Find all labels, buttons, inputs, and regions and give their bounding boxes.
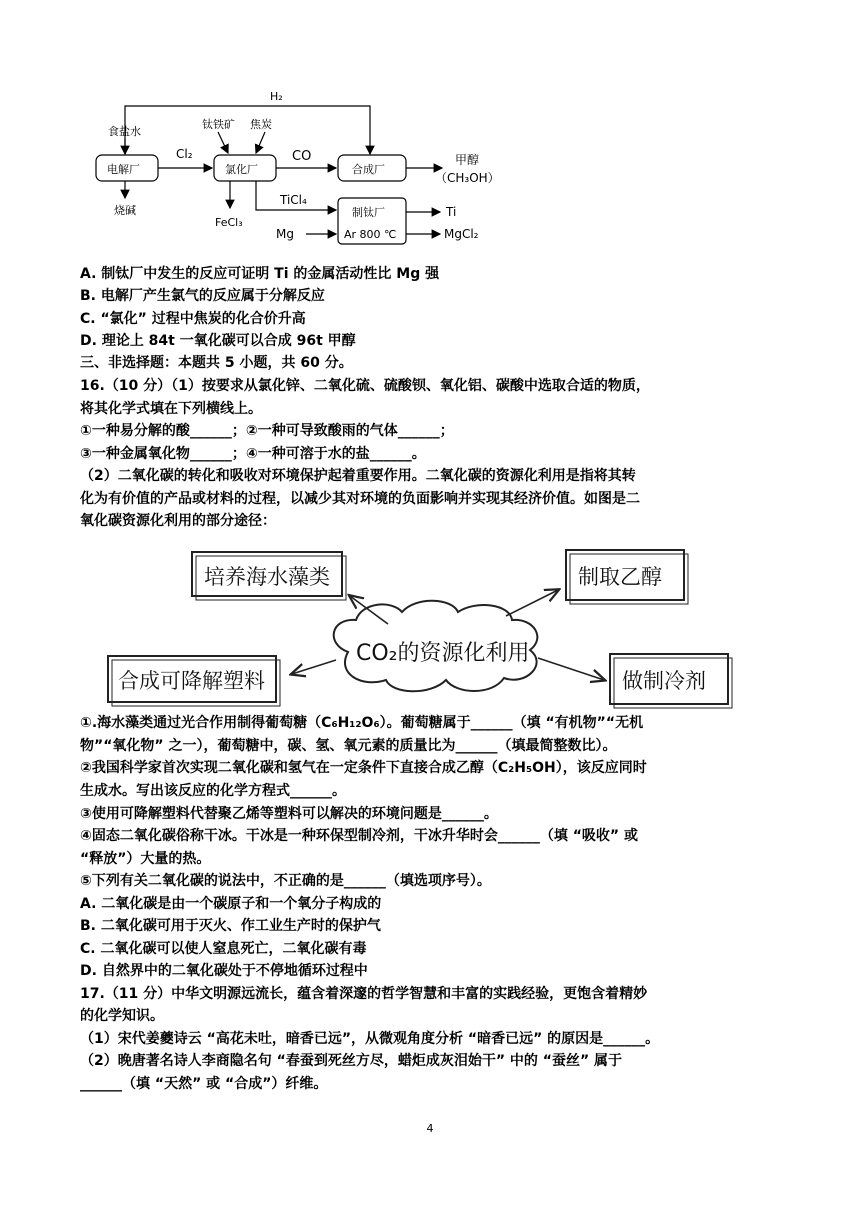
caustic-soda-label: 烧碱 [114,204,136,217]
ilmenite-label: 钛铁矿 [202,118,235,131]
q16-part2-line3: 氧化碳资源化利用的部分途径： [80,513,276,529]
co2-utilization-diagram [86,540,776,720]
q16-part2-line2: 化为有价值的产品或材料的过程，以减少其对环境的负面影响并实现其经济价值。如图是二 [80,491,640,507]
option-a: A. 制钛厂中发生的反应可证明 Ti 的金属活动性比 Mg 强 [80,266,440,282]
q17-intro: 17.（11 分）中华文明源远流长，蕴含着深邃的哲学智慧和丰富的实践经验，更饱含着精妙 [80,986,648,1002]
page-number: 4 [426,1122,434,1135]
q17-intro-cont: 的化学知识。 [80,1008,164,1024]
q16-blanks-1: ①一种易分解的酸______；②一种可导致酸雨的气体______； [80,423,454,439]
option-b: B. 电解厂产生氯气的反应属于分解反应 [80,288,325,304]
q16-sub4-line1: ④固态二氧化碳俗称干冰。干冰是一种环保型制冷剂，干冰升华时会______（填 “吸收” 或 [80,828,639,844]
q17-part2-line1: （2）晚唐著名诗人李商隐名句 “春蚕到死丝方尽，蜡炬成灰泪始干” 中的 “蚕丝” 属于 [80,1053,623,1069]
box-plastic: 合成可降解塑料 [118,669,265,693]
titanium-process-flowchart [80,82,540,262]
ti-label: Ti [446,205,457,219]
q17-part2-line2: ______（填 “天然” 或 “合成”）纤维。 [80,1076,328,1092]
q16-sub1-line1: ①.海水藻类通过光合作用制得葡萄糖（C₆H₁₂O₆）。葡萄糖属于______（填 “有机物”“无机 [80,715,644,731]
section-heading: 三、非选择题：本题共 5 小题，共 60 分。 [80,355,353,371]
coke-label: 焦炭 [250,118,272,131]
co-label: CO [292,149,312,164]
option-c: C. “氯化” 过程中焦炭的化合价升高 [80,311,306,327]
methanol-label: 甲醇 [455,153,480,167]
chlorination-plant-label: 氯化厂 [225,163,258,176]
q16-intro: 16.（10 分）（1）按要求从氯化锌、二氧化硫、硫酸钡、氧化铝、碳酸中选取合适的物质， [80,378,650,394]
electrolysis-plant-label: 电解厂 [107,163,140,176]
q16-intro-cont: 将其化学式填在下列横线上。 [80,401,262,417]
q17-part1: （1）宋代姜夔诗云 “高花未吐，暗香已远”，从微观角度分析 “暗香已远” 的原因是______。 [80,1031,660,1047]
option-d: D. 理论上 84t 一氧化碳可以合成 96t 甲醇 [80,333,356,349]
q16-blanks-2: ③一种金属氧化物______；④一种可溶于水的盐______。 [80,446,426,462]
q16-sub5-option-d: D. 自然界中的二氧化碳处于不停地循环过程中 [80,963,368,979]
titanium-plant-label: 制钛厂 [352,206,385,219]
q16-sub2-line1: ②我国科学家首次实现二氧化碳和氢气在一定条件下直接合成乙醇（C₂H₅OH），该反应同时 [80,760,647,776]
fecl3-label: FeCl₃ [215,216,243,229]
q16-sub3: ③使用可降解塑料代替聚乙烯等塑料可以解决的环境问题是______。 [80,806,498,822]
mgcl2-label: MgCl₂ [444,227,479,241]
mg-label: Mg [276,227,294,241]
box-algae: 培养海水藻类 [204,565,330,589]
q16-sub4-line2: “释放”）大量的热。 [80,851,211,867]
q16-sub1-line2: 物”“氧化物” 之一），葡萄糖中，碳、氢、氧元素的质量比为______（填最简整数比）。 [80,738,617,754]
co2-cloud-label: CO₂的资源化利用 [356,641,530,666]
q16-sub2-line2: 生成水。写出该反应的化学方程式______。 [80,783,346,799]
q16-sub5-option-c: C. 二氧化碳可以使人窒息死亡，二氧化碳有毒 [80,941,367,957]
cl2-label: Cl₂ [176,147,193,161]
methanol-formula-label: （CH₃OH） [435,171,500,185]
q16-sub5: ⑤下列有关二氧化碳的说法中，不正确的是______（填选项序号）。 [80,873,491,889]
q16-sub5-option-a: A. 二氧化碳是由一个碳原子和一个氧分子构成的 [80,896,382,912]
salt-water-label: 食盐水 [108,125,141,138]
box-ethanol: 制取乙醇 [578,565,662,589]
h2-label: H₂ [270,90,283,103]
ticl4-label: TiCl₄ [280,193,307,207]
conditions-label: Ar 800 ℃ [344,228,397,241]
q16-part2-line1: （2）二氧化碳的转化和吸收对环境保护起着重要作用。二氧化碳的资源化利用是指将其转 [80,468,636,484]
box-refrigerant: 做制冷剂 [622,669,706,693]
q16-sub5-option-b: B. 二氧化碳可用于灭火、作工业生产时的保护气 [80,918,381,934]
synthesis-plant-label: 合成厂 [352,163,385,176]
